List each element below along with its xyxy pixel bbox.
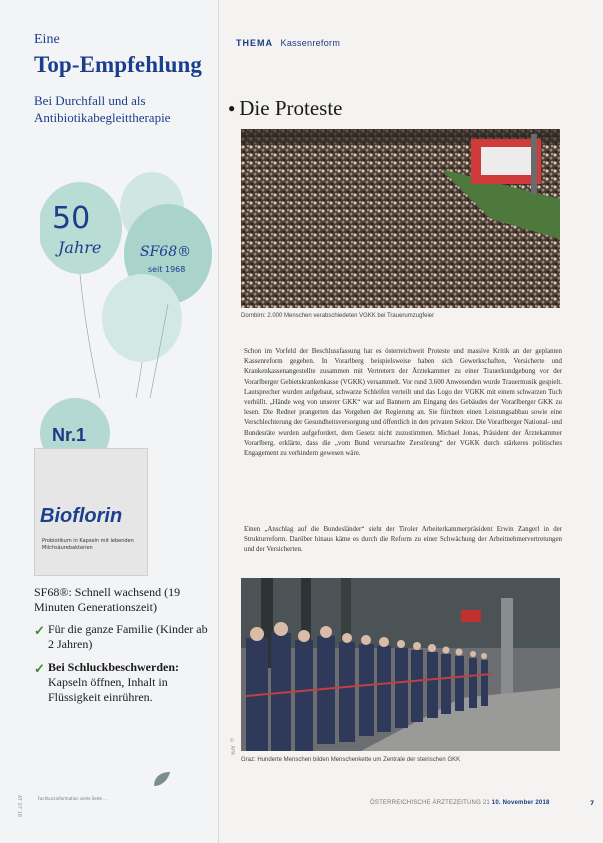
check-item-bold: Bei Schluckbeschwerden: — [48, 660, 180, 674]
footer-magazine: ÖSTERREICHISCHE ÄRZTEZEITUNG — [370, 800, 481, 806]
product-name: Bioflorin — [40, 505, 123, 527]
balloon-seit: seit 1968 — [148, 265, 186, 274]
article-headline — [228, 96, 342, 121]
advertisement — [0, 0, 219, 843]
balloon-50: 50 — [52, 201, 91, 236]
page-footer — [370, 800, 550, 806]
photo-crowd-dornbirn — [241, 129, 560, 308]
check-item-text — [48, 660, 208, 705]
brand-leaf-logo — [150, 770, 174, 788]
section-label: THEMA — [236, 38, 273, 48]
checkmark-icon: ✓ — [34, 623, 45, 638]
ad-title-line2: Top-Empfehlung — [34, 52, 203, 77]
ad-subtitle: Bei Durchfall und als Antibiotikabegleittherapie — [34, 93, 171, 125]
balloon-jahre: Jahre — [58, 238, 102, 257]
photo-caption-1: Dornbirn: 2.000 Menschen verabschiedeten VGKK bei Trauerumzugfeier — [241, 313, 435, 319]
photo-side-credit: © APA — [229, 738, 235, 756]
footer-date: 10. November 2018 — [491, 800, 550, 806]
check-item-rest: Kapseln öffnen, Inhalt in Flüssigkeit einrühren. — [48, 675, 168, 704]
balloon-brand: SF68® — [140, 244, 192, 260]
balloons-illustration — [40, 158, 220, 398]
photo-caption-2: Graz: Hunderte Menschen bilden Menschenkette um Zentrale der steirischen GKK — [241, 757, 461, 763]
side-code: AT 07 18 — [16, 795, 22, 817]
sf68-claim: SF68®: Schnell wachsend (19 Minuten Generationszeit) — [34, 585, 181, 614]
article-body-paragraph-1: Schon im Vorfeld der Beschlussfassung hat es österreichweit Proteste und massive Kritik an der geplanten Kassenreform gegeben. In Vorarlberg beispielsweise haben sich Gewerkschaften, Versicherte und Krankenkassenangestellte zusammen mit Vertretern der Ärztekammer zu einer Trauerkundgebung vor der Vorarlberger Gebietskrankenkasse (VGKK) versammelt. Vor rund 3.600 Anwesenden wurde Trauermusik gespielt. Lautsprecher wurden aufgebaut, schwarze Schleifen verteilt und das Logo der VGKK mit einem schwarzen Tuch verhüllt. „Hände weg von unserer GKK“ war auf Bannern am Eingang des Gebäudes der Vorarlberger GKK zu lesen. Die Redner prangerten das Vorgehen der Regierung an. Sie fürchten einen Leistungsabbau sowie eine Verschlechterung der Gesundheitsversorgung und öffentlich in den privaten Sektor. Die Vorarlberger National- und Bundesräte wurden aufgefordert, dem Gesetz nicht zuzustimmen. Michael Jonas, Präsident der Ärztekammer Vorarlberg, erklärte, dass die „vom Bund verursachte Zerstörung“ der VGKK durch stärkeres politisches Engagement zu verhindern gewesen wäre. — [244, 348, 562, 458]
check-item-text: Für die ganze Familie (Kinder ab 2 Jahren) — [48, 622, 208, 651]
page-number: 7 — [590, 800, 595, 807]
nr1-label: Nr.1 — [52, 425, 87, 445]
article-body-paragraph-2: Einen „Anschlag auf die Bundesländer“ sieht der Tiroler Arbeiterkammerpräsident Erwin Zangerl in der Strukturreform. Darüber hinaus käme es durch die Reform zu einer Schwächung der Arbeitnehmervertretungen und der Versicherten. — [244, 526, 562, 554]
section-topic: Kassenreform — [280, 38, 341, 48]
photo-human-chain-graz — [241, 578, 560, 751]
fine-print: Fachkurzinformation siehe Seite ... — [38, 796, 108, 801]
section-header — [236, 38, 340, 48]
product-description: Probiotikum in Kapseln mit lebenden Milchsäurebakterien — [42, 538, 134, 551]
bullet-icon: ● — [228, 101, 236, 115]
ad-title-line1: Eine — [34, 32, 60, 47]
headline-text: Die Proteste — [239, 96, 343, 120]
footer-issue: 21 — [482, 800, 490, 806]
checkmark-icon: ✓ — [34, 661, 45, 676]
